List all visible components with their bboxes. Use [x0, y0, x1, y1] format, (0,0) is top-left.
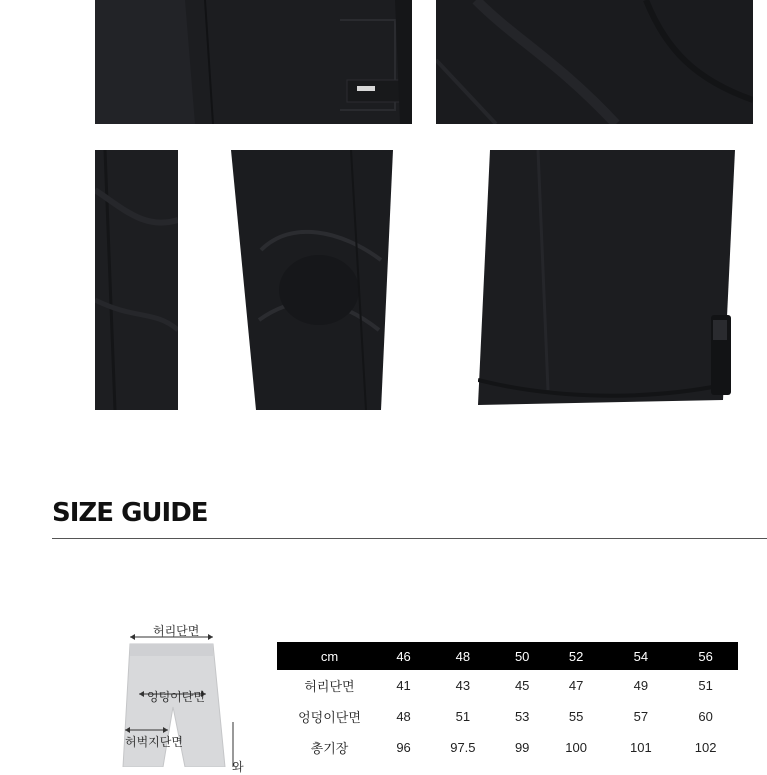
- section-divider: [52, 538, 767, 539]
- product-photo-hem-detail: [478, 150, 735, 410]
- table-row: [277, 670, 738, 701]
- row-label: 엉덩이단면: [298, 710, 361, 725]
- table-cell: 47: [568, 678, 584, 693]
- table-cell: 51: [455, 709, 471, 724]
- size-table-header-size: 48: [425, 642, 500, 670]
- row-label: 총기장: [310, 741, 349, 756]
- table-cell: 100: [565, 740, 587, 755]
- table-cell: 99: [514, 740, 530, 755]
- table-cell: 45: [514, 678, 530, 693]
- diagram-label-thigh: 허벅지단면: [125, 735, 183, 749]
- table-row: [277, 732, 738, 763]
- size-table: [277, 642, 738, 763]
- table-cell: 102: [694, 740, 717, 755]
- table-cell: 51: [698, 678, 713, 693]
- table-cell: 43: [455, 678, 471, 693]
- table-cell: 53: [514, 709, 530, 724]
- diagram-label-waist: 허리단면: [153, 624, 200, 638]
- size-diagram: [95, 612, 275, 774]
- table-cell: 57: [633, 709, 649, 724]
- size-table-header-size: 50: [501, 642, 544, 670]
- size-table-header-size: 46: [382, 642, 425, 670]
- table-cell: 49: [633, 678, 649, 693]
- product-photo-side-detail: [436, 0, 753, 124]
- diagram-label-hip: 엉덩이단면: [147, 690, 205, 704]
- size-table-header-unit: cm: [277, 642, 382, 670]
- table-cell: 41: [396, 678, 411, 693]
- size-table-header-size: 52: [544, 642, 609, 670]
- table-cell: 55: [568, 709, 584, 724]
- table-cell: 97.5: [450, 740, 476, 755]
- product-photo-pocket-detail: [95, 0, 412, 124]
- size-table-header-size: 56: [673, 642, 738, 670]
- table-cell: 60: [698, 709, 713, 724]
- diagram-label-length: 와: [232, 760, 244, 774]
- table-cell: 101: [629, 740, 652, 755]
- table-cell: 48: [396, 709, 411, 724]
- product-photo-knee-detail: [231, 150, 393, 410]
- row-label: 허리단면: [304, 679, 355, 694]
- table-row: [277, 701, 738, 732]
- section-heading: SIZE GUIDE: [52, 498, 208, 528]
- table-cell: 96: [396, 740, 411, 755]
- product-photo-side-leg: [95, 150, 178, 410]
- size-table-header-row: [277, 642, 738, 670]
- size-table-header-size: 54: [608, 642, 673, 670]
